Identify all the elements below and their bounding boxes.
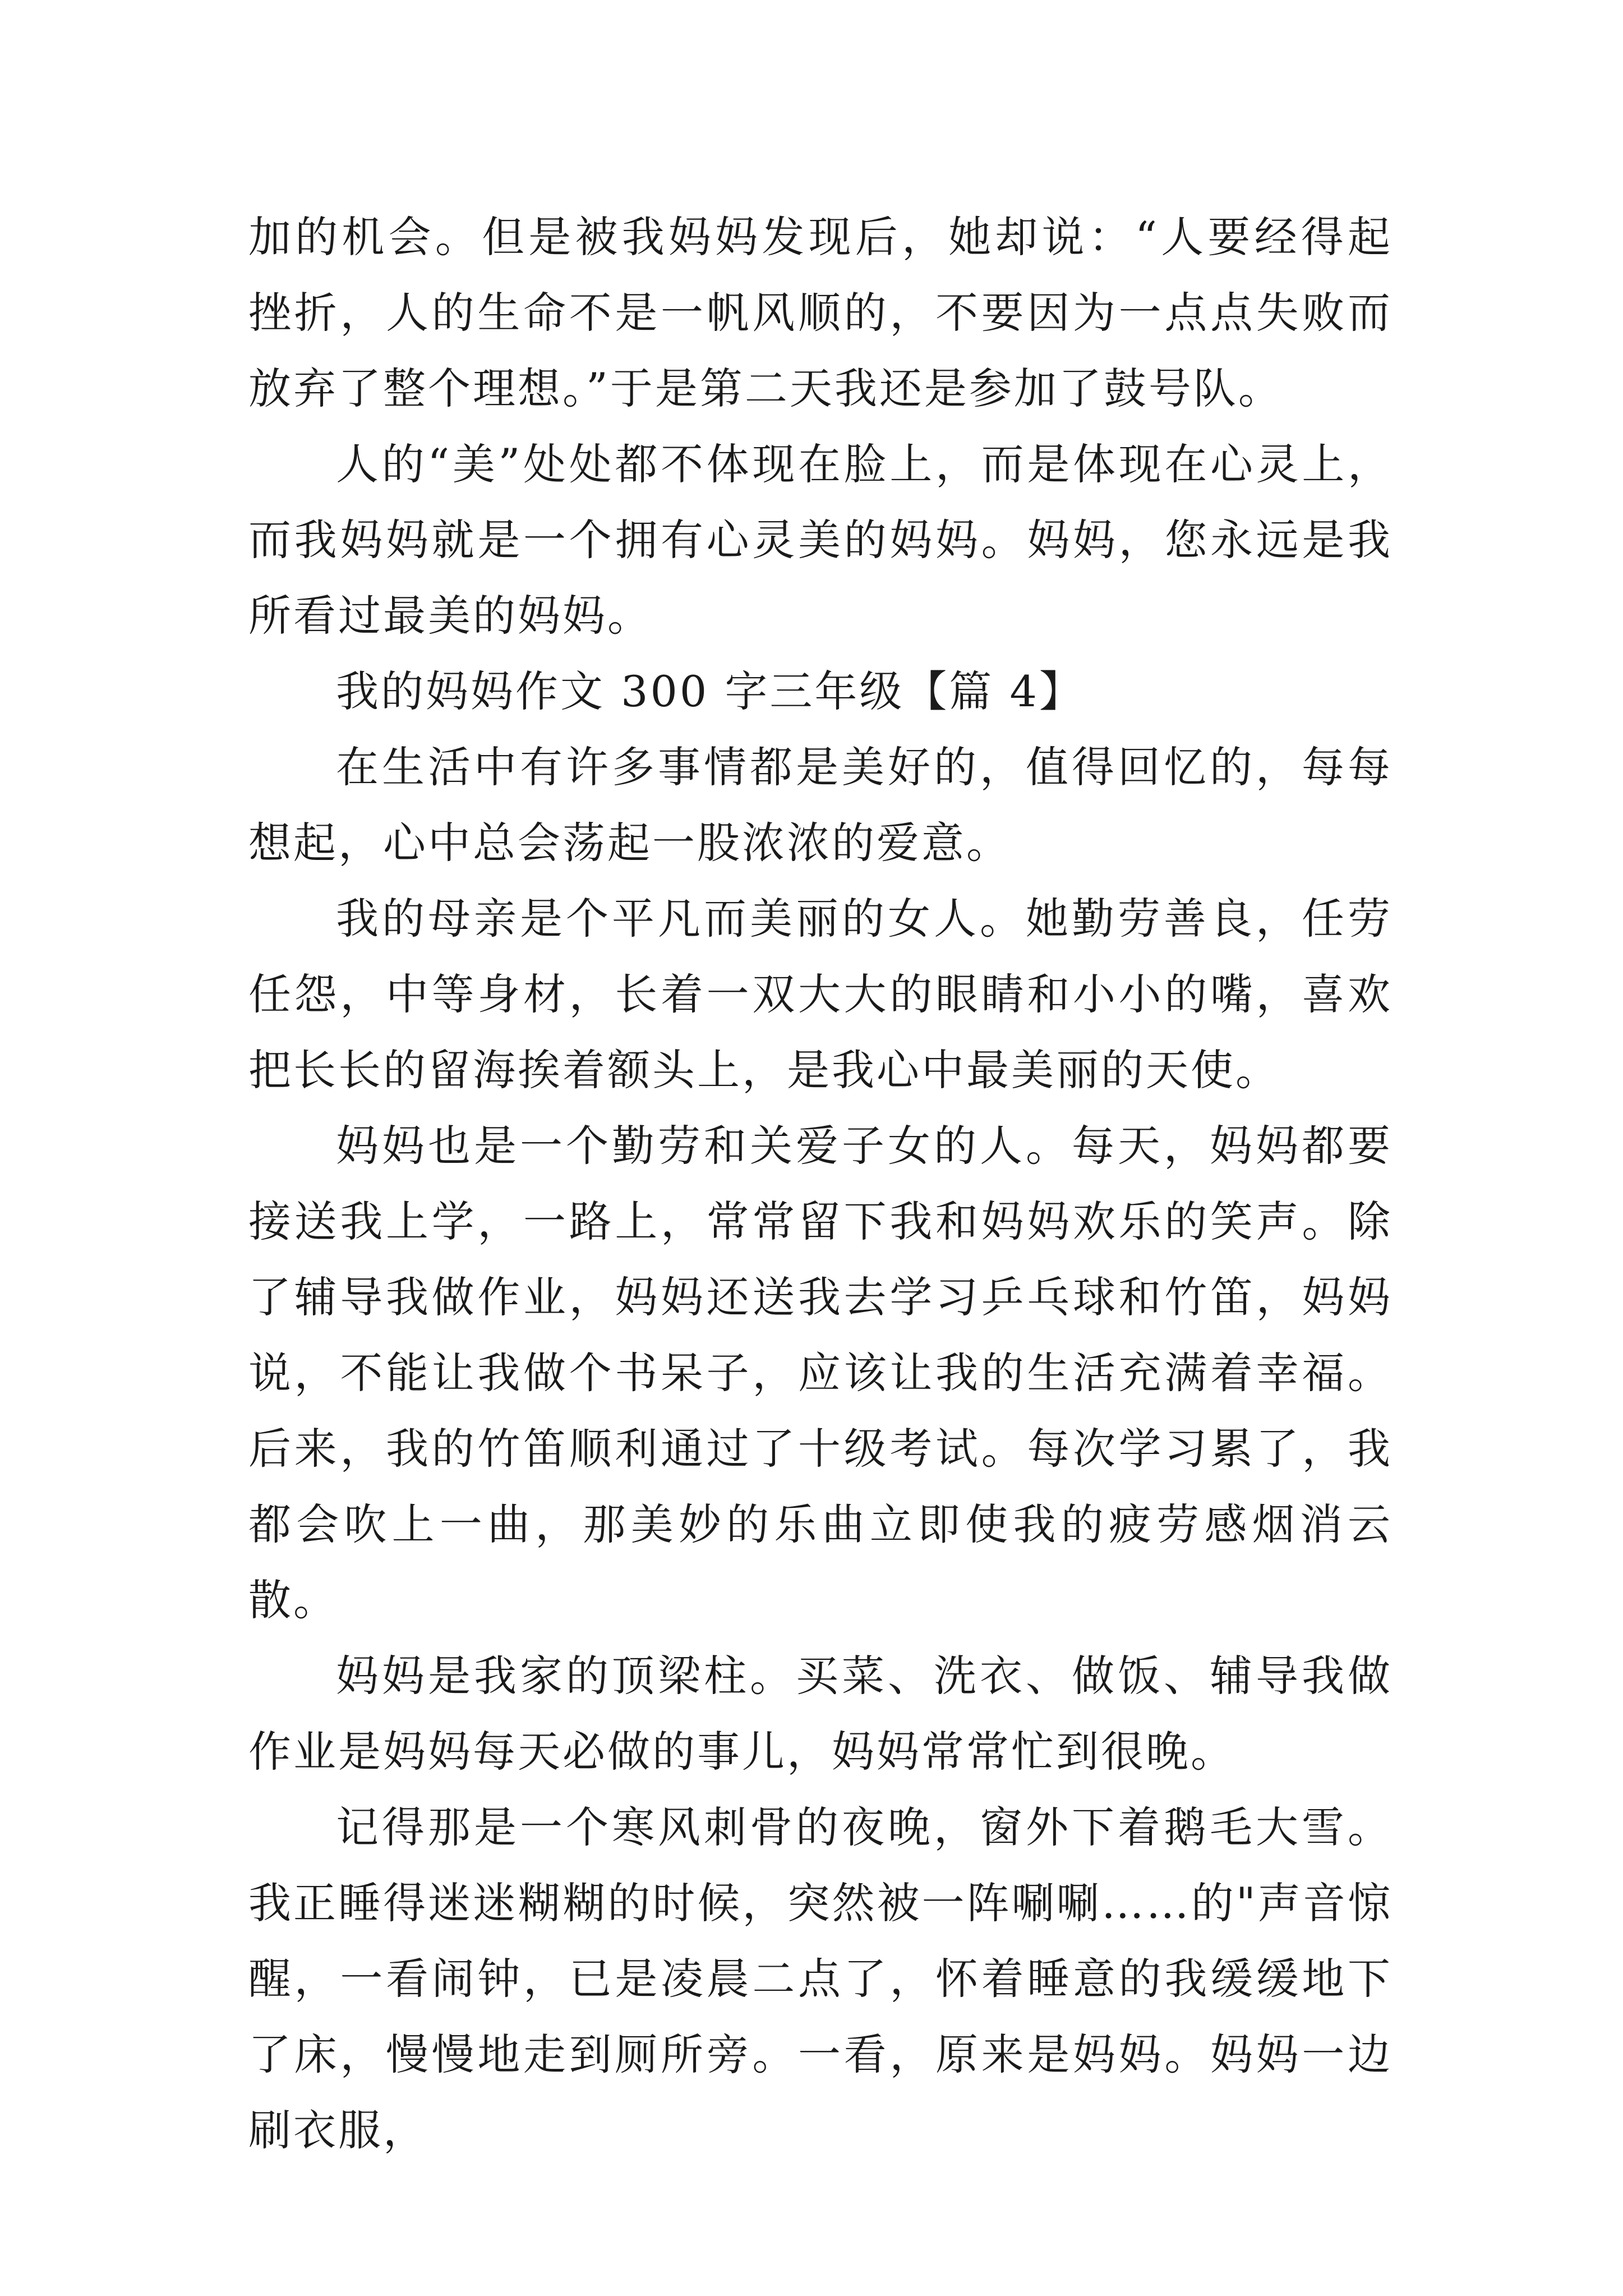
document-body — [248, 199, 1393, 2168]
paragraph-4: 我的母亲是个平凡而美丽的女人。她勤劳善良，任劳任怨，中等身材，长着一双大大的眼睛和小小的嘴，喜欢把长长的留海挨着额头上，是我心中最美丽的天使。 — [248, 894, 1393, 1095]
paragraph-7: 记得那是一个寒风刺骨的夜晚，窗外下着鹅毛大雪。我正睡得迷迷糊糊的时候，突然被一阵唰唰……的"声音惊醒，一看闹钟，已是凌晨二点了，怀着睡意的我缓缓地下了床，慢慢地走到厕所旁。一看，原来是妈妈。妈妈一边刷衣服， — [248, 1802, 1393, 2155]
paragraph-1: 加的机会。但是被我妈妈发现后，她却说：“人要经得起挫折，人的生命不是一帆风顺的，不要因为一点点失败而放弃了整个理想。”于是第二天我还是参加了鼓号队。 — [248, 212, 1393, 413]
paragraph-3: 在生活中有许多事情都是美好的，值得回忆的，每每想起，心中总会荡起一股浓浓的爱意。 — [248, 742, 1393, 868]
paragraph-2: 人的“美”处处都不体现在脸上，而是体现在心灵上，而我妈妈就是一个拥有心灵美的妈妈。妈妈，您永远是我所看过最美的妈妈。 — [248, 439, 1393, 641]
section-heading: 我的妈妈作文 300 字三年级【篇 4】 — [336, 666, 1084, 716]
paragraph-6: 妈妈是我家的顶梁柱。买菜、洗衣、做饭、辅导我做作业是妈妈每天必做的事儿，妈妈常常忙到很晚。 — [248, 1651, 1393, 1777]
paragraph-5: 妈妈也是一个勤劳和关爱子女的人。每天，妈妈都要接送我上学，一路上，常常留下我和妈妈欢乐的笑声。除了辅导我做作业，妈妈还送我去学习乒乓球和竹笛，妈妈说，不能让我做个书呆子，应该让我的生活充满着幸福。后来，我的竹笛顺利通过了十级考试。每次学习累了，我都会吹上一曲，那美妙的乐曲立即使我的疲劳感烟消云散。 — [248, 1121, 1393, 1625]
